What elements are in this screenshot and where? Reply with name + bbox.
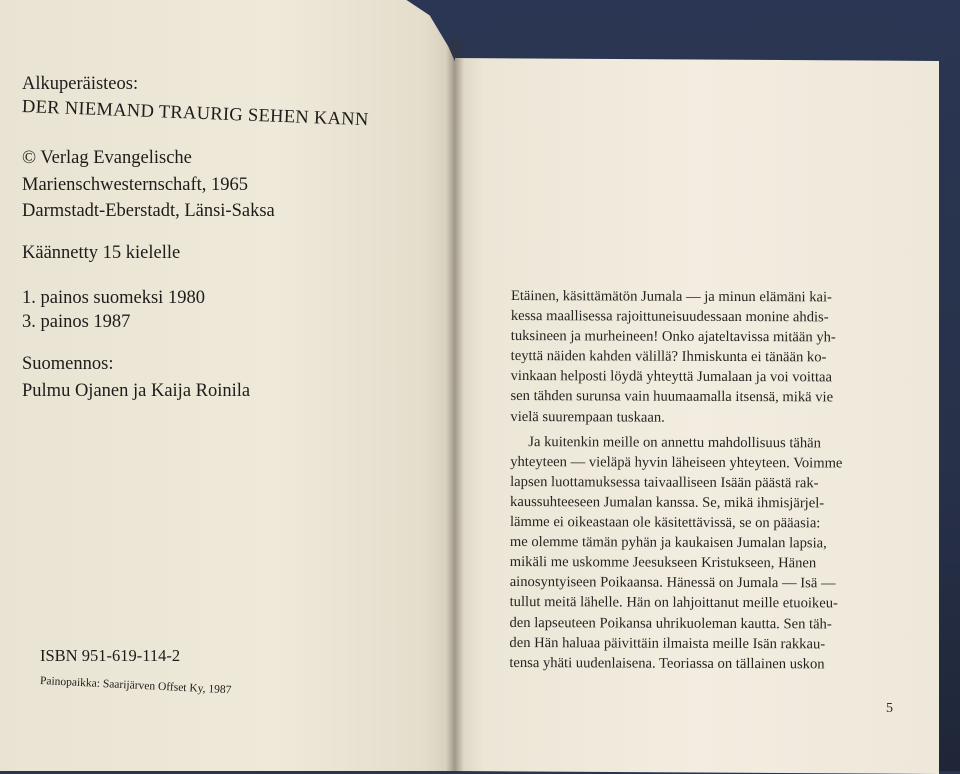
printer-note: Painopaikka: Saarijärven Offset Ky, 1987: [39, 675, 232, 697]
book-gutter: [446, 40, 464, 771]
text-line: lämme ei oikeastaan ole käsitettävissä, se on pääasia:: [509, 514, 821, 532]
page-number: 5: [886, 701, 893, 716]
translators: Pulmu Ojanen ja Kaija Roinila: [22, 381, 251, 401]
original-title-label: Alkuperäisteos:: [22, 74, 139, 94]
text-line: den Hän haluaa päivittäin ilmaista meille Isän rakkau-: [509, 634, 826, 652]
paragraph-2: [509, 432, 900, 675]
text-line: den lapseuteen Poikansa uhrikuoleman kautta. Sen täh-: [509, 614, 832, 632]
text-line: vinkaan helposti löydä yhteyttä Jumalaan ja voi voittaa: [510, 368, 833, 386]
edition-1: 1. painos suomeksi 1980: [22, 288, 205, 308]
translated-note: Käännetty 15 kielelle: [22, 243, 181, 263]
text-line: Etäinen, käsittämätön Jumala — ja minun elämäni kai-: [510, 287, 832, 306]
edition-3: 3. painos 1987: [22, 312, 131, 332]
text-line: tuksineen ja murheineen! Onko ajateltavissa mitään yh-: [510, 328, 836, 346]
translation-label: Suomennos:: [22, 354, 114, 374]
isbn: ISBN 951-619-114-2: [40, 646, 181, 665]
text-line: lapsen luottamuksessa taivaalliseen Isään päästä rak-: [510, 473, 819, 492]
text-line: ainosyntyiseen Poikaansa. Hänessä on Jumala — Isä —: [509, 574, 836, 592]
text-line: tullut meitä lähelle. Hän on lahjoittanut meille etuoikeu-: [509, 594, 838, 612]
text-line: sen tähden surunsa vain huumaamalla itsensä, mikä vie: [510, 388, 834, 406]
text-line: mikäli me uskomme Jeesukseen Kristukseen, Hänen: [509, 554, 817, 572]
text-line: Ja kuitenkin meille on annettu mahdollisuus tähän: [528, 433, 821, 452]
text-line: kaussuhteeseen Jumalan kanssa. Se, mikä ihmisjärjel-: [510, 493, 825, 512]
copyright-line-3: Darmstadt-Eberstadt, Länsi-Saksa: [22, 201, 275, 221]
copyright-line-1: © Verlag Evangelische: [22, 148, 192, 168]
body-text: [509, 286, 901, 674]
text-line: vielä suurempaan tuskaan.: [510, 408, 665, 426]
copyright-line-2: Marienschwesternschaft, 1965: [22, 175, 249, 195]
original-title: DER NIEMAND TRAURIG SEHEN KANN: [21, 97, 369, 131]
text-line: tensa yhäti uudenlaisena. Teoriassa on tällainen uskon: [509, 654, 825, 673]
text-line: teyttä näiden kahden välillä? Ihmiskunta ei tänään ko-: [510, 348, 827, 366]
paragraph-1: [510, 286, 901, 428]
text-line: yhteyteen — vieläpä hyvin läheiseen yhteyteen. Voimme: [510, 453, 843, 472]
text-line: me olemme tämän pyhän ja kaukaisen Jumalan lapsia,: [509, 534, 827, 552]
text-line: kessa maallisessa rajoittuneisuudessaan monine ahdis-: [510, 308, 829, 326]
